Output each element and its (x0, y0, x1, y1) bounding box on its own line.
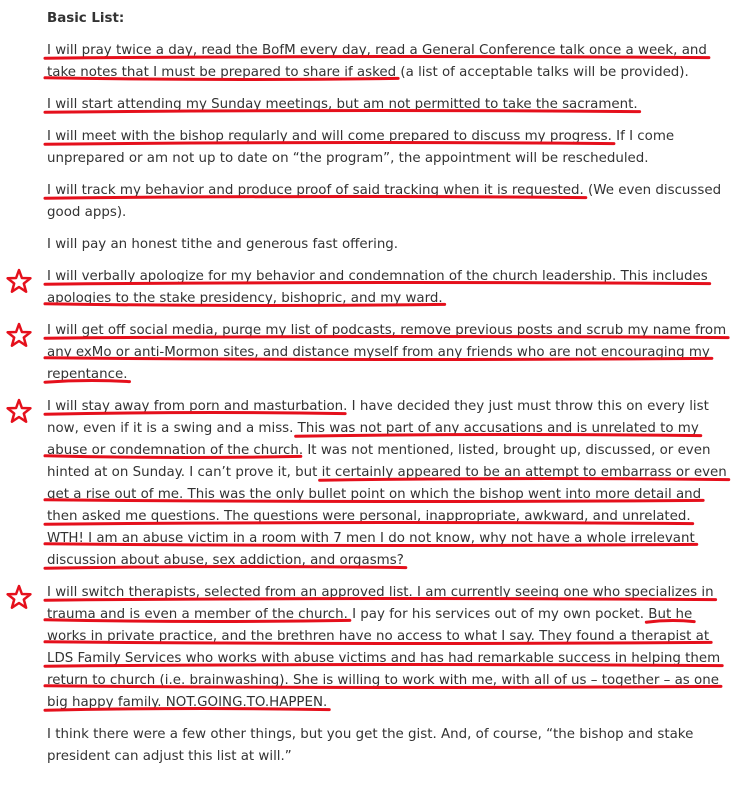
text-run: If I come unprepared or am not up to date on “the program”, the appointment will be rescheduled. (47, 129, 675, 166)
underlined-text: I will switch therapists, selected from an approved list. I am currently seeing one who specializes in trauma and is even a member of the church. (47, 585, 714, 622)
list-item (47, 94, 727, 116)
text-run: (We even discussed good apps). (47, 183, 722, 220)
list-item (47, 180, 727, 224)
text-run: (a list of acceptable talks will be provided). (396, 65, 689, 80)
list-heading: Basic List: (47, 11, 125, 26)
list-item (47, 234, 727, 256)
underlined-text: I will stay away from porn and masturbation (47, 399, 344, 414)
underlined-text: I will meet with the bishop regularly and will come prepared to discuss my progress. (47, 129, 612, 144)
list-item (47, 582, 727, 714)
underlined-text: I will verbally apologize for my behavior and condemnation of the church leadership. This includes apologies to the stake presidency, bishopric, and my ward. (47, 269, 708, 306)
underlined-text: But he works in private practice, and the brethren have no access to what I say. They found a therapist at LDS Family Services who works with abuse victims and has had remarkable success in helping them return to church (i.e. brainwashing). She is willing to work with me, with all of us – together – as one big happy family. NOT.GOING.TO.HAPPEN. (47, 607, 721, 710)
list-item (47, 320, 727, 386)
red-star-icon (8, 324, 31, 346)
list-item (47, 266, 727, 310)
text-run: I will pay an honest tithe and generous fast offering. (47, 237, 399, 252)
underlined-text: it certainly appeared to be an attempt to embarrass or even get a rise out of me. This was the only bullet point on which the bishop went into more detail and then asked me questions. The questions were personal, inappropriate, awkward, and unrelated. WTH! I am an abuse victim in a room with 7 men I do not know, why not have a whole irrelevant discussion about abuse, sex addiction, and orgasms? (47, 465, 727, 568)
underlined-text: I will start attending my Sunday meetings, but am not permitted to take the sacrament. (47, 97, 638, 112)
list-item (47, 724, 727, 768)
paragraph-list (47, 40, 727, 768)
underlined-text: I will get off social media, purge my list of podcasts, remove previous posts and scrub my name from any exMo or anti-Mormon sites, and distance myself from any friends who are not encouraging my repentance. (47, 323, 727, 382)
list-item (47, 40, 727, 84)
underlined-text: This was not part of any accusations and is unrelated to my abuse or condemnation of the church (47, 421, 699, 458)
underlined-text: I will pray twice a day, read the BofM every day, read a General Conference talk once a week, and take notes that I must be prepared to share if asked (47, 43, 707, 80)
text-run: I pay for his services out of my own pocket. (347, 607, 649, 622)
red-star-icon (8, 586, 31, 608)
list-item (47, 396, 727, 572)
text-run: I think there were a few other things, but you get the gist. And, of course, “the bishop and stake president can adjust this list at will.” (47, 727, 694, 764)
text-run: . It was not mentioned, listed, brought up, discussed, or even hinted at on Sunday. I can’t prove it, but (47, 443, 711, 480)
red-star-icon (8, 270, 31, 292)
red-star-icon (8, 400, 31, 422)
list-item (47, 126, 727, 170)
text-run: . I have decided they just must throw this on every list now, even if it is a swing and a miss. (47, 399, 709, 436)
document-body (47, 0, 727, 778)
underlined-text: I will track my behavior and produce proof of said tracking when it is requested. (47, 183, 584, 198)
